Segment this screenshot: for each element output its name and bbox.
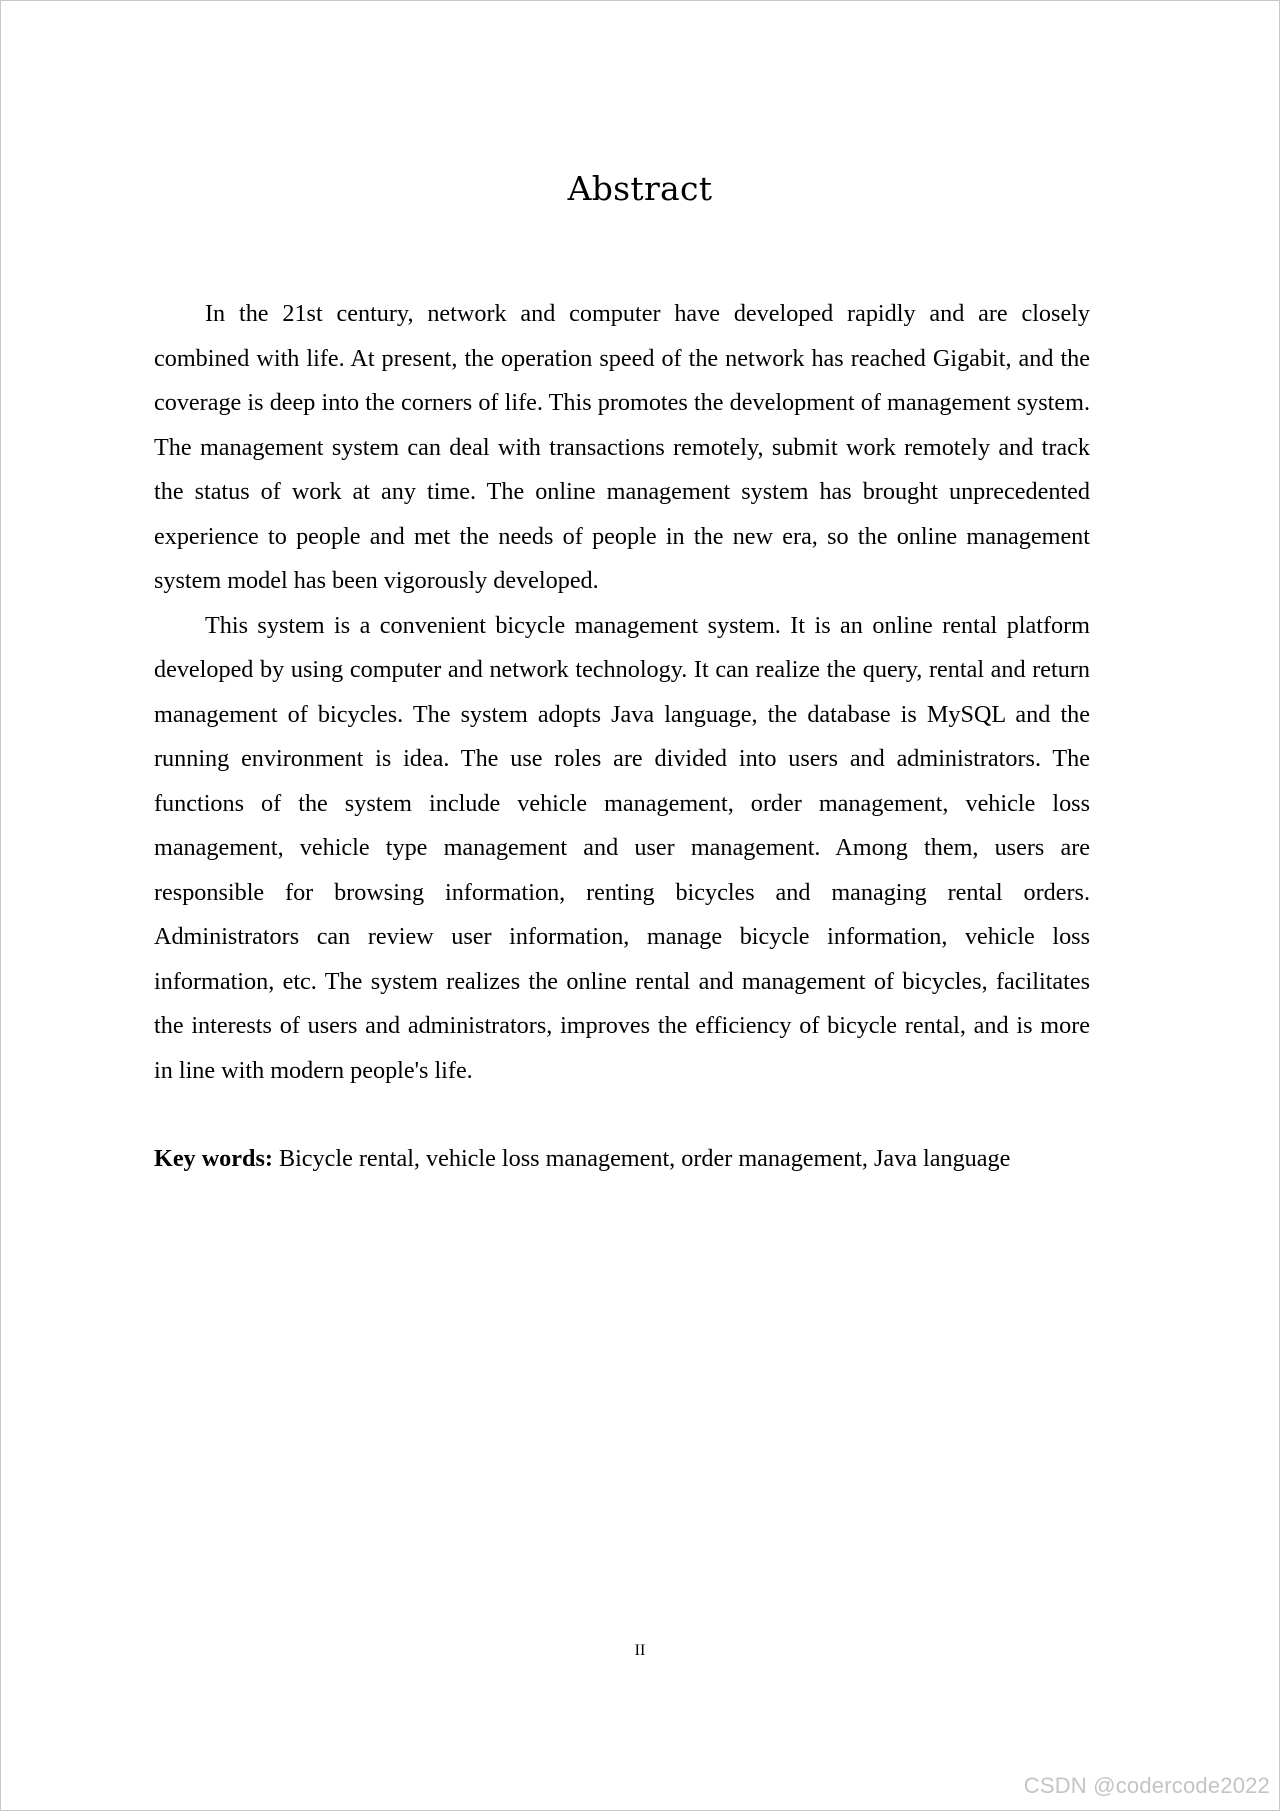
- keywords-text: Bicycle rental, vehicle loss management, order management, Java language: [272, 1145, 1011, 1172]
- abstract-body: [154, 292, 1090, 1093]
- watermark: CSDN @codercode2022: [1023, 1773, 1270, 1798]
- keywords-label: Key words:: [154, 1145, 273, 1172]
- abstract-paragraph-2: This system is a convenient bicycle management system. It is an online rental platform developed by using computer and network technology. It can realize the query, rental and return management of bicycles. The system adopts Java language, the database is MySQL and the running environment is idea. The use roles are divided into users and administrators. The functions of the system include vehicle management, order management, vehicle loss management, vehicle type management and user management. Among them, users are responsible for browsing information, renting bicycles and managing rental orders. Administrators can review user information, manage bicycle information, vehicle loss information, etc. The system realizes the online rental and management of bicycles, facilitates the interests of users and administrators, improves the efficiency of bicycle rental, and is more in line with modern people's life.: [154, 611, 1090, 1084]
- page-title: Abstract: [567, 169, 713, 208]
- page-number: II: [634, 1642, 646, 1659]
- keywords-line: [154, 1137, 1114, 1182]
- abstract-paragraph-1: In the 21st century, network and computer have developed rapidly and are closely combined with life. At present, the operation speed of the network has reached Gigabit, and the coverage is deep into the corners of life. This promotes the development of management system. The management system can deal with transactions remotely, submit work remotely and track the status of work at any time. The online management system has brought unprecedented experience to people and met the needs of people in the new era, so the online management system model has been vigorously developed.: [154, 300, 1090, 594]
